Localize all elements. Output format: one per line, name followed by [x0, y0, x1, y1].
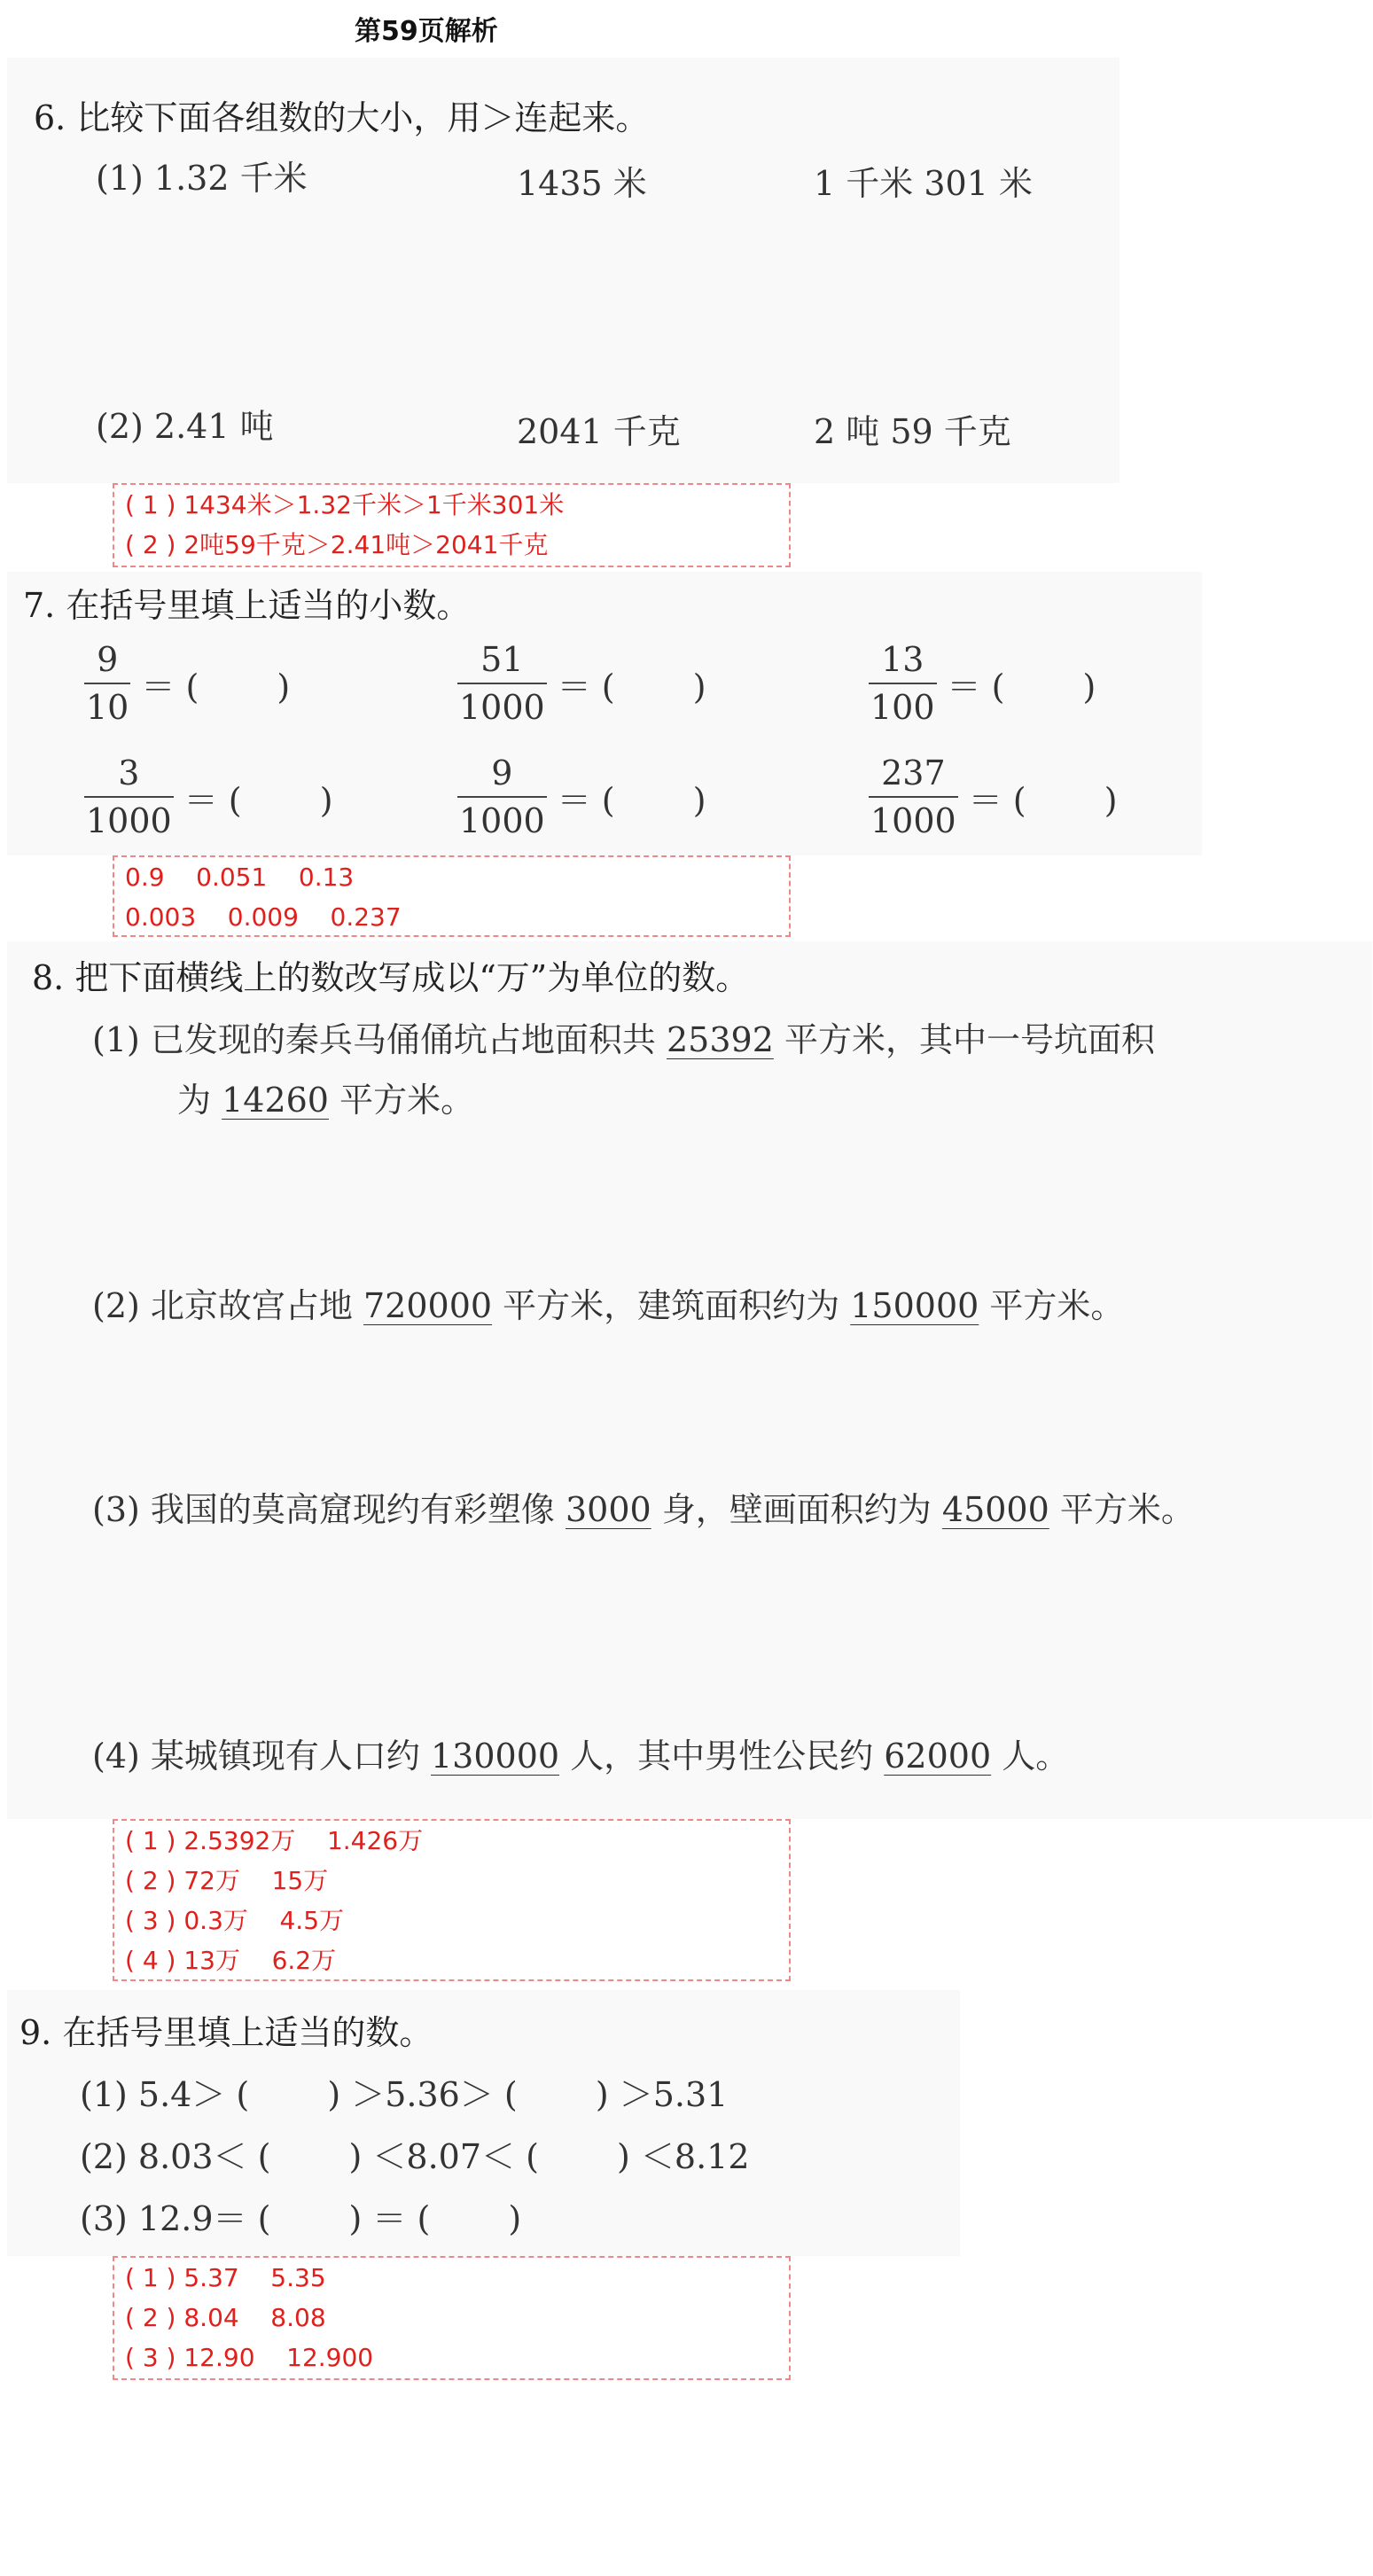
question-8-title: 8. 把下面横线上的数改写成以“万”为单位的数。: [32, 958, 750, 997]
q7-fraction-1-numerator: 9: [97, 640, 119, 679]
q8-answer-4: ( 4 ) 13万 6.2万: [125, 1946, 337, 1975]
q8-part2-number-2: 150000: [850, 1286, 979, 1325]
q7-fraction-2: [457, 636, 706, 730]
q6-row2-item3: 2 吨 59 千克: [814, 412, 1011, 451]
q7-fraction-4-denominator: 1000: [84, 796, 174, 844]
q6-answer-2: ( 2 ) 2吨59千克＞2.41吨＞2041千克: [125, 530, 549, 559]
q8-part4-text-c: 人。: [991, 1737, 1070, 1776]
q8-part4-number-1: 130000: [431, 1737, 560, 1776]
q7-fraction-2-denominator: 1000: [457, 683, 547, 730]
q6-row2-item1: (2) 2.41 吨: [96, 407, 274, 446]
q7-fraction-2-blank: ＝ ( ): [557, 667, 706, 706]
q6-answer-1: ( 1 ) 1434米＞1.32千米＞1千米301米: [125, 490, 565, 519]
q7-fraction-3-blank: ＝ ( ): [947, 667, 1096, 706]
q8-part2-text-a: (2) 北京故宫占地: [92, 1286, 363, 1325]
q8-part1-text-c: 为: [177, 1081, 222, 1120]
q6-answer-box: [113, 483, 791, 567]
q7-fraction-6-blank: ＝ ( ): [968, 780, 1118, 820]
q8-answer-3: ( 3 ) 0.3万 4.5万: [125, 1906, 345, 1935]
q8-part3-text-c: 平方米。: [1049, 1490, 1195, 1529]
q7-fraction-5: [457, 750, 706, 844]
q7-fraction-5-denominator: 1000: [457, 796, 547, 844]
q9-answer-2: ( 2 ) 8.04 8.08: [125, 2303, 326, 2332]
q8-part1-number-2: 14260: [222, 1081, 329, 1120]
q8-part1-line1: [92, 1012, 1155, 1061]
page-title: 第59页解析: [355, 16, 498, 47]
q7-fraction-1-blank: ＝ ( ): [141, 667, 291, 706]
q7-fraction-4-numerator: 3: [118, 753, 140, 792]
q6-row2-item2: 2041 千克: [517, 412, 681, 451]
q9-line-3: (3) 12.9＝ ( ) ＝ ( ): [80, 2199, 522, 2238]
q7-fraction-4-blank: ＝ ( ): [183, 780, 333, 820]
q7-fraction-6: [869, 750, 1118, 844]
q8-part3-text-a: (3) 我国的莫高窟现约有彩塑像: [92, 1490, 566, 1529]
q7-fraction-1-denominator: 10: [84, 683, 130, 730]
q7-fraction-3-numerator: 13: [881, 640, 924, 679]
q6-row1-item3: 1 千米 301 米: [814, 164, 1033, 203]
q8-part3-number-1: 3000: [566, 1490, 651, 1529]
q8-part2-text-c: 平方米。: [979, 1286, 1125, 1325]
q9-line-1: (1) 5.4＞ ( ) ＞5.36＞ ( ) ＞5.31: [80, 2075, 729, 2114]
q7-fraction-1: [84, 636, 290, 730]
q6-row1-item2: 1435 米: [517, 164, 647, 203]
q7-fraction-6-numerator: 237: [881, 753, 946, 792]
q8-part1-text-b: 平方米，其中一号坑面积: [773, 1020, 1155, 1059]
q9-answer-box: [113, 2256, 791, 2380]
question-9-title: 9. 在括号里填上适当的数。: [20, 2013, 433, 2052]
q8-part4-number-2: 62000: [884, 1737, 992, 1776]
q7-fraction-5-blank: ＝ ( ): [557, 780, 706, 820]
q9-answer-3: ( 3 ) 12.90 12.900: [125, 2343, 374, 2372]
q8-part1-text-a: (1) 已发现的秦兵马俑俑坑占地面积共: [92, 1020, 667, 1059]
q8-answer-1: ( 1 ) 2.5392万 1.426万: [125, 1826, 424, 1855]
question-6-title: 6. 比较下面各组数的大小，用＞连起来。: [34, 98, 650, 137]
q7-fraction-6-denominator: 1000: [869, 796, 958, 844]
q9-line-2: (2) 8.03＜ ( ) ＜8.07＜ ( ) ＜8.12: [80, 2137, 750, 2176]
q7-answer-1: 0.9 0.051 0.13: [125, 863, 355, 892]
q8-part2-number-1: 720000: [363, 1286, 493, 1325]
q8-answer-box: [113, 1819, 791, 1981]
q7-fraction-3: [869, 636, 1096, 730]
q7-fraction-2-numerator: 51: [480, 640, 524, 679]
question-7-title: 7. 在括号里填上适当的小数。: [23, 586, 471, 625]
q7-fraction-5-numerator: 9: [491, 753, 513, 792]
q8-part1-number-1: 25392: [667, 1020, 774, 1059]
q8-part3-number-2: 45000: [941, 1490, 1049, 1529]
q6-row1-item1: (1) 1.32 千米: [96, 159, 308, 198]
q9-answer-1: ( 1 ) 5.37 5.35: [125, 2263, 326, 2292]
q8-part4-text-a: (4) 某城镇现有人口约: [92, 1737, 431, 1776]
q7-answer-box: [113, 855, 791, 937]
q8-answer-2: ( 2 ) 72万 15万: [125, 1866, 329, 1895]
q7-fraction-3-denominator: 100: [869, 683, 937, 730]
q8-part2-line: [92, 1278, 1124, 1327]
q8-part3-text-b: 身，壁画面积约为: [651, 1490, 942, 1529]
q8-part1-text-d: 平方米。: [328, 1081, 475, 1120]
q8-part2-text-b: 平方米，建筑面积约为: [492, 1286, 851, 1325]
q7-fraction-4: [84, 750, 333, 844]
q8-part4-line: [92, 1729, 1069, 1777]
q8-part3-line: [92, 1482, 1195, 1531]
q7-answer-2: 0.003 0.009 0.237: [125, 902, 402, 932]
q8-part4-text-b: 人，其中男性公民约: [559, 1737, 885, 1776]
q8-part1-line2: [177, 1073, 474, 1121]
